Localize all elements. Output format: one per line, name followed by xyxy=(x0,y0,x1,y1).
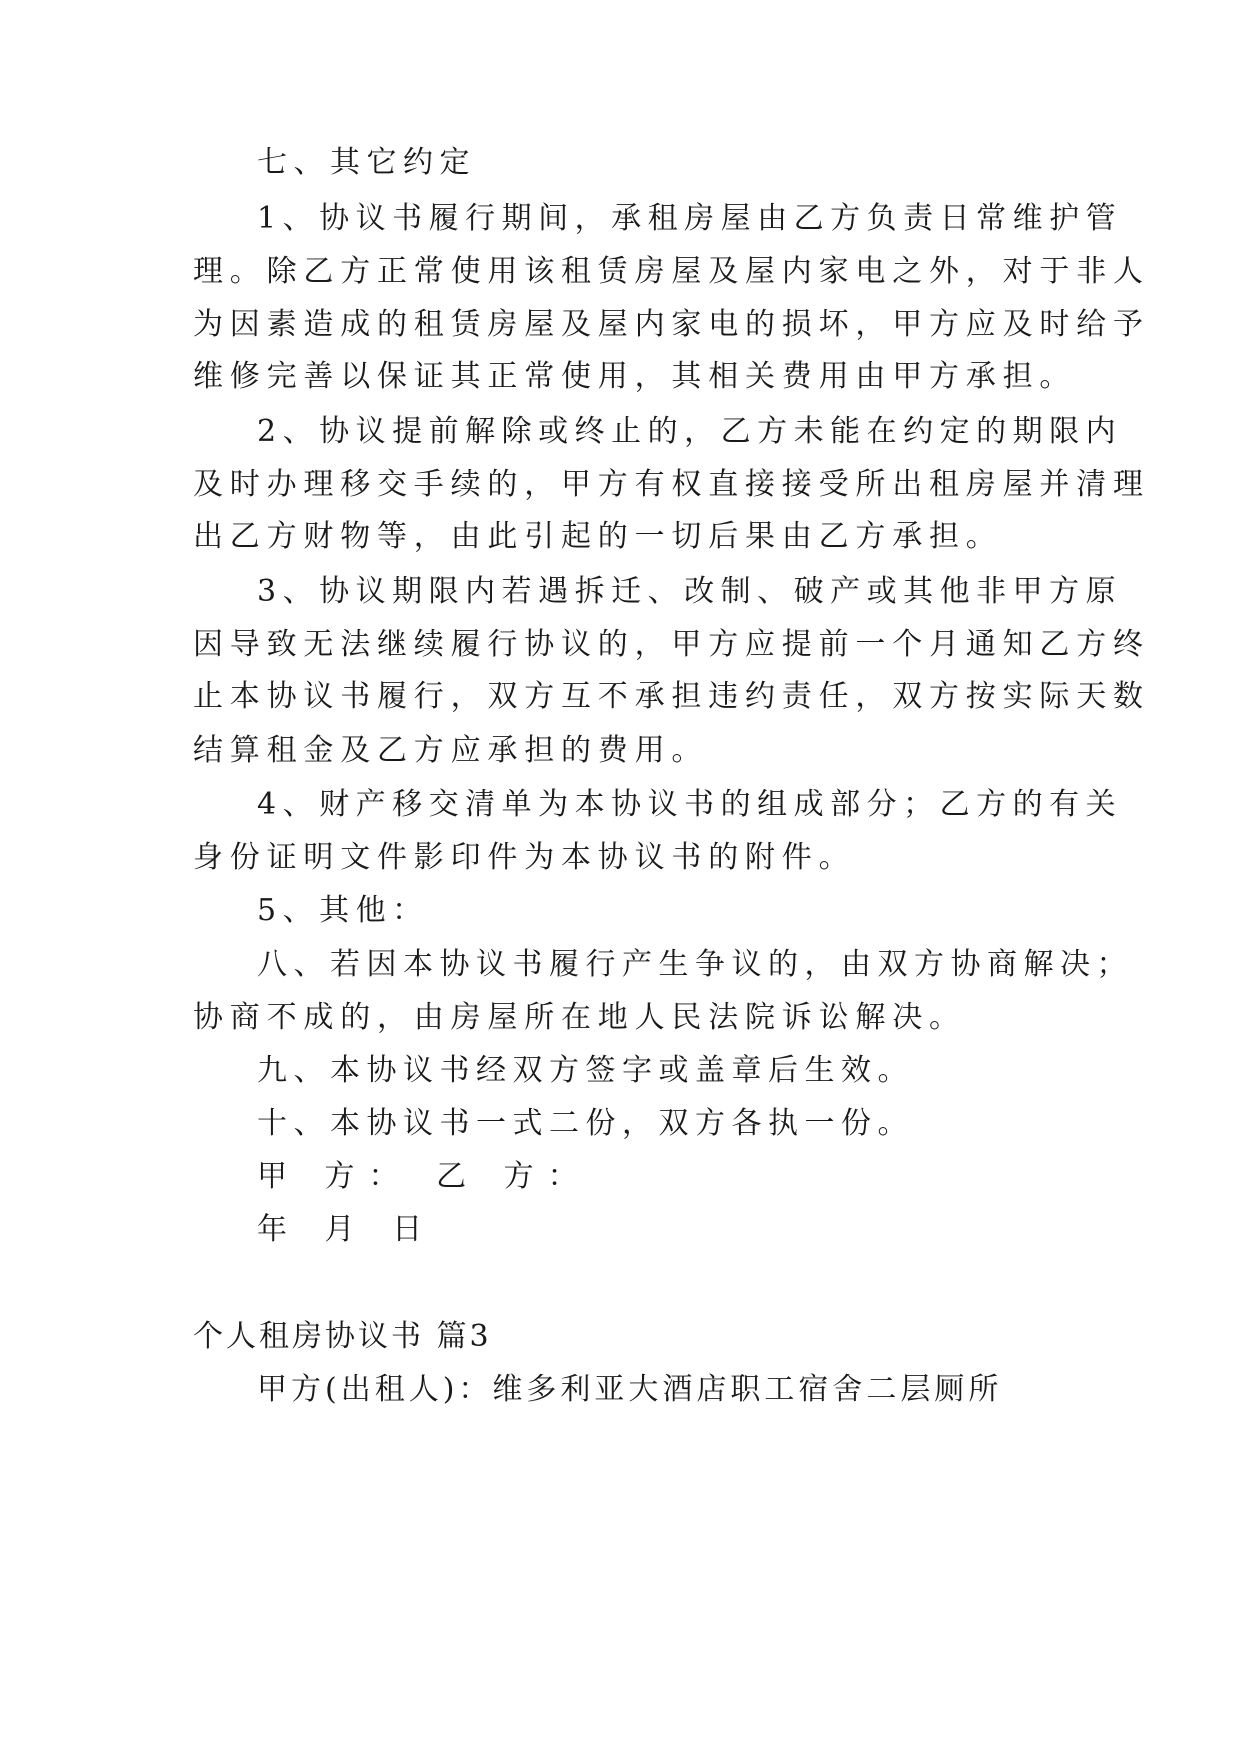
clause-7-1-line-3: 为因素造成的租赁房屋及屋内家电的损坏，甲方应及时给予 xyxy=(193,307,1150,342)
clause-7-5: 5、其他： xyxy=(257,893,429,928)
signature-parties: 甲 方： 乙 方： xyxy=(257,1159,592,1194)
next-article-title: 个人租房协议书 篇3 xyxy=(193,1319,492,1354)
clause-7-3-line-2: 因导致无法继续履行协议的，甲方应提前一个月通知乙方终 xyxy=(193,627,1150,662)
clause-7-1-line-1: 1、协议书履行期间，承租房屋由乙方负责日常维护管 xyxy=(257,201,1123,236)
signature-date: 年 月 日 xyxy=(257,1212,437,1247)
clause-7-3-line-3: 止本协议书履行，双方互不承担违约责任，双方按实际天数 xyxy=(193,679,1150,714)
party-a-line: 甲方(出租人)：维多利亚大酒店职工宿舍二层厕所 xyxy=(257,1372,1003,1407)
clause-7-4-line-2: 身份证明文件影印件为本协议书的附件。 xyxy=(193,840,856,875)
clause-7-1-line-2: 理。除乙方正常使用该租赁房屋及屋内家电之外，对于非人 xyxy=(193,254,1150,289)
clause-7-3-line-4: 结算租金及乙方应承担的费用。 xyxy=(193,733,709,768)
clause-7-3-line-1: 3、协议期限内若遇拆迁、改制、破产或其他非甲方原 xyxy=(257,574,1123,609)
section-8-line-1: 八、若因本协议书履行产生争议的，由双方协商解决； xyxy=(257,947,1133,982)
clause-7-2-line-1: 2、协议提前解除或终止的，乙方未能在约定的期限内 xyxy=(257,414,1123,449)
section-heading-7: 七、其它约定 xyxy=(257,145,476,180)
clause-7-2-line-3: 出乙方财物等，由此引起的一切后果由乙方承担。 xyxy=(193,519,1003,554)
clause-7-4-line-1: 4、财产移交清单为本协议书的组成部分；乙方的有关 xyxy=(257,787,1123,822)
section-9: 九、本协议书经双方签字或盖章后生效。 xyxy=(257,1053,914,1088)
section-8-line-2: 协商不成的，由房屋所在地人民法院诉讼解决。 xyxy=(193,1000,966,1035)
clause-7-1-line-4: 维修完善以保证其正常使用，其相关费用由甲方承担。 xyxy=(193,359,1077,394)
section-10: 十、本协议书一式二份，双方各执一份。 xyxy=(257,1106,914,1141)
clause-7-2-line-2: 及时办理移交手续的，甲方有权直接接受所出租房屋并清理 xyxy=(193,467,1150,502)
